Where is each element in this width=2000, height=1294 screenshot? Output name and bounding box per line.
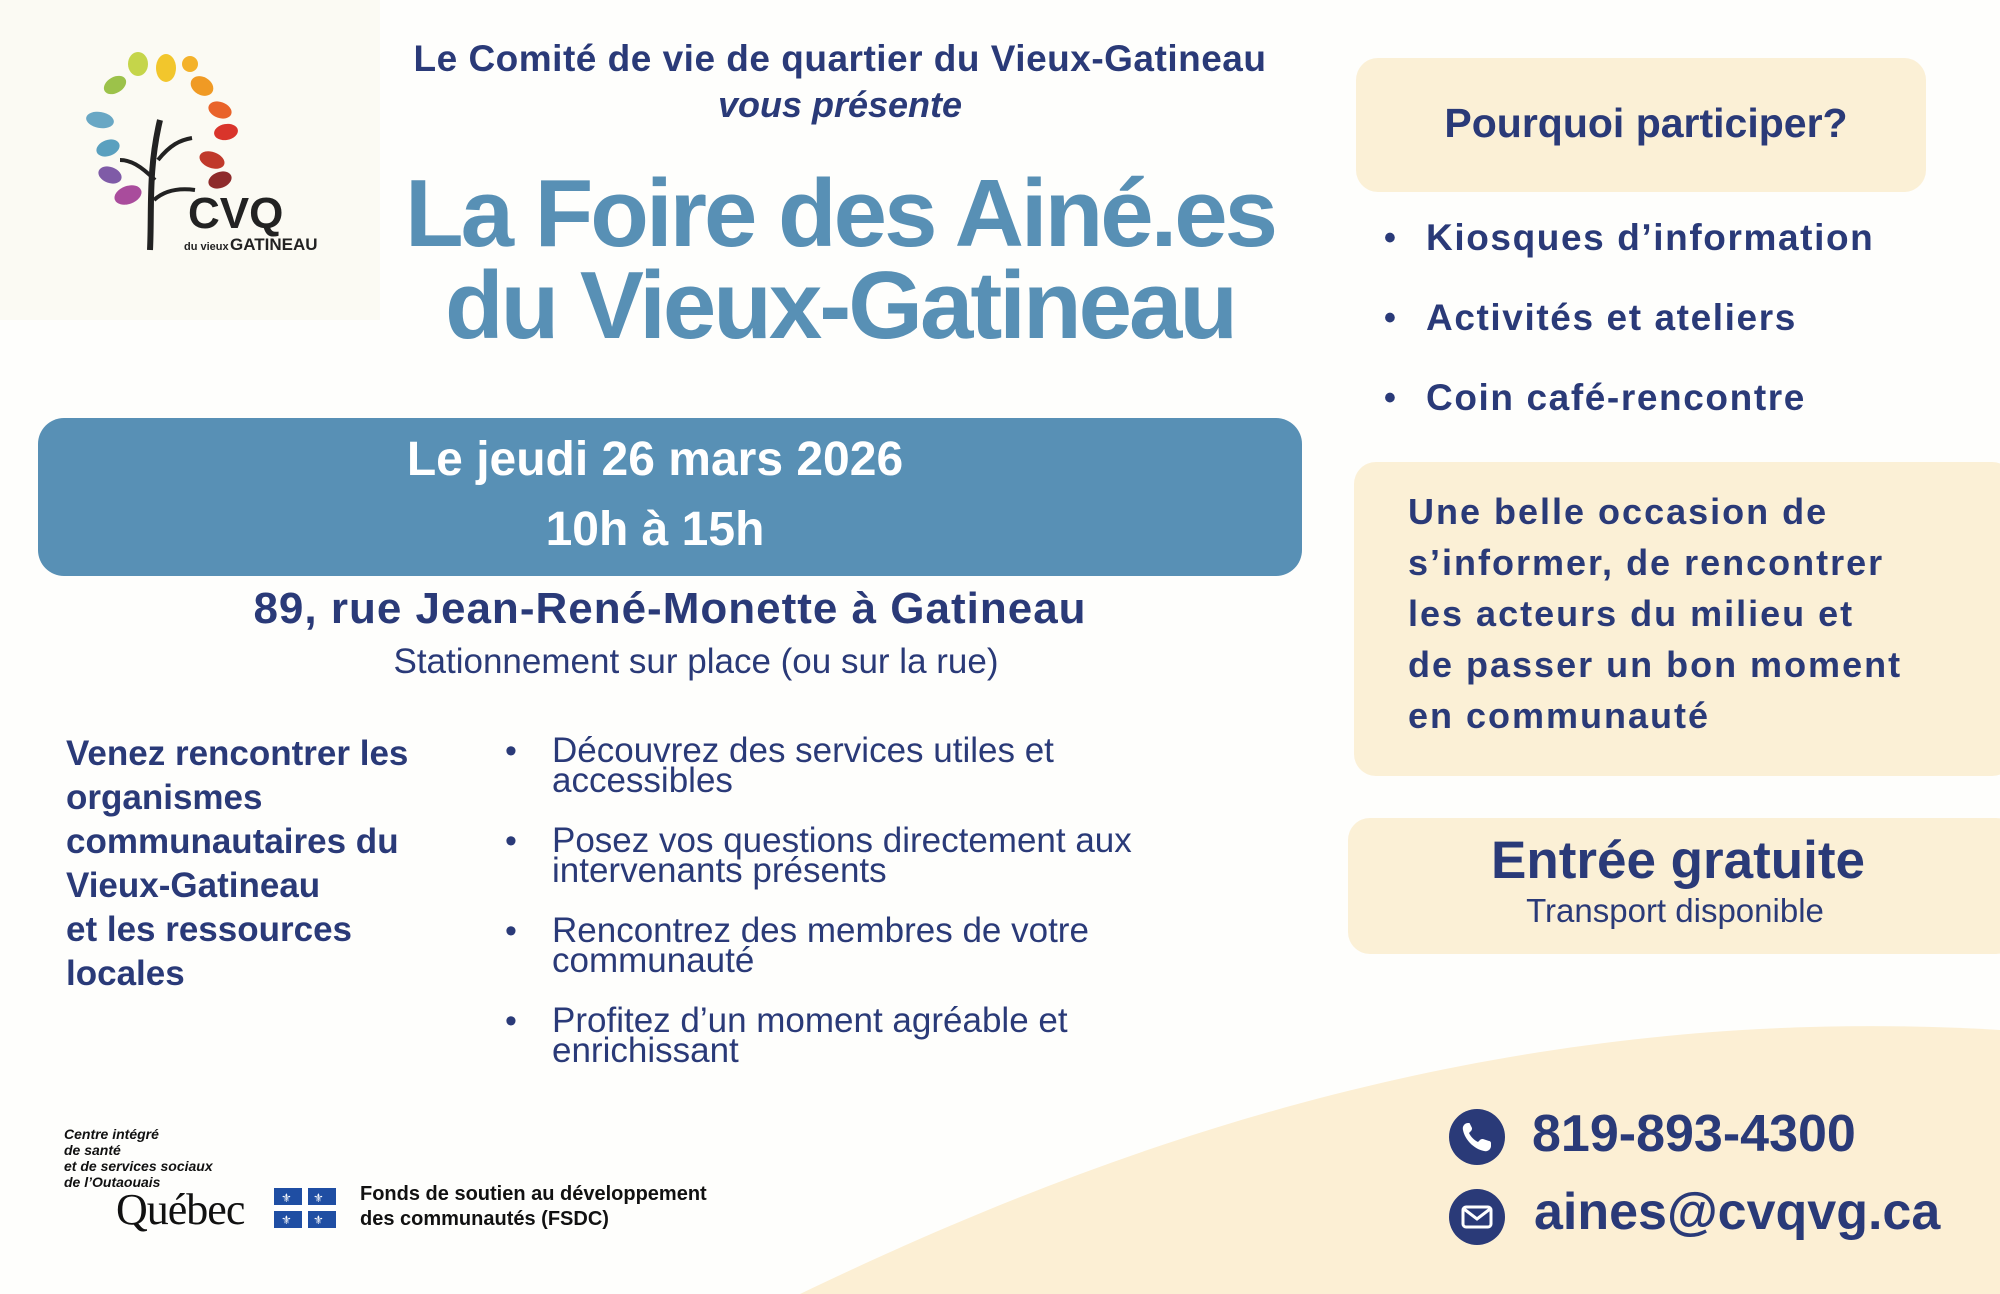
occasion-line: Une belle occasion de bbox=[1408, 491, 1829, 532]
svg-text:⚜: ⚜ bbox=[281, 1191, 292, 1205]
presenter-text: Le Comité de vie de quartier du Vieux-Gatineau bbox=[413, 38, 1267, 79]
cvq-logo bbox=[80, 50, 360, 260]
why-item: • Kiosques d’information bbox=[1384, 216, 1984, 260]
cisss-text bbox=[64, 1126, 284, 1190]
fsdc-line: des communautés (FSDC) bbox=[360, 1208, 609, 1230]
occasion-text bbox=[1408, 486, 1968, 741]
benefit-line: intervenants présents bbox=[552, 851, 887, 890]
phone-number[interactable]: 819-893-4300 bbox=[1532, 1105, 1856, 1163]
intro-line: organismes bbox=[66, 778, 263, 817]
logo-text-big: GATINEAU bbox=[230, 235, 318, 254]
svg-text:⚜: ⚜ bbox=[313, 1213, 324, 1227]
why-item: • Activités et ateliers bbox=[1384, 296, 1984, 340]
occasion-line: s’informer, de rencontrer bbox=[1408, 542, 1885, 583]
mail-icon bbox=[1448, 1188, 1506, 1246]
quebec-flag-icon bbox=[274, 1188, 336, 1228]
email-address[interactable]: aines@cvqvg.ca bbox=[1534, 1183, 1941, 1241]
benefit-item bbox=[505, 821, 1265, 890]
event-title bbox=[360, 160, 1320, 359]
svg-text:⚜: ⚜ bbox=[281, 1213, 292, 1227]
event-address: 89, rue Jean-René-Monette à Gatineau bbox=[253, 584, 1087, 633]
logo-text-small: du vieux bbox=[184, 241, 229, 253]
entry-subtitle: Transport disponible bbox=[1526, 892, 1824, 929]
occasion-line: les acteurs du milieu et bbox=[1408, 593, 1855, 634]
intro-line: Venez rencontrer les bbox=[66, 734, 409, 773]
parking-info: Stationnement sur place (ou sur la rue) bbox=[393, 642, 999, 681]
quebec-wordmark: Québec bbox=[116, 1185, 245, 1234]
benefit-line: accessibles bbox=[552, 761, 733, 800]
fsdc-text bbox=[360, 1182, 780, 1232]
intro-text bbox=[66, 732, 486, 996]
fsdc-line: Fonds de soutien au développement bbox=[360, 1183, 707, 1205]
cisss-line: de santé bbox=[64, 1142, 121, 1158]
phone-icon bbox=[1448, 1108, 1506, 1166]
intro-line: Vieux-Gatineau bbox=[66, 866, 321, 905]
why-list bbox=[1384, 216, 1984, 456]
benefit-item bbox=[505, 1001, 1265, 1070]
benefit-line: • Rencontrez des membres de votre bbox=[552, 911, 1089, 950]
event-title-line2: du Vieux-Gatineau bbox=[444, 252, 1236, 359]
benefit-line: enrichissant bbox=[552, 1031, 739, 1070]
benefit-line: communauté bbox=[552, 941, 755, 980]
cisss-line: de l’Outaouais bbox=[64, 1174, 161, 1190]
benefit-line: • Posez vos questions directement aux bbox=[552, 821, 1132, 860]
occasion-line: en communauté bbox=[1408, 695, 1711, 736]
logo-text-main: CVQ bbox=[188, 189, 284, 238]
why-title: Pourquoi participer? bbox=[1444, 100, 1848, 146]
event-date: Le jeudi 26 mars 2026 bbox=[406, 433, 904, 486]
event-time: 10h à 15h bbox=[545, 503, 765, 556]
why-item: • Coin café-rencontre bbox=[1384, 376, 1984, 420]
tree-icon bbox=[80, 50, 360, 260]
benefit-item bbox=[505, 731, 1265, 800]
event-title-line1: La Foire des Ainé.es bbox=[404, 160, 1276, 267]
intro-line: communautaires du bbox=[66, 822, 399, 861]
intro-line: locales bbox=[66, 954, 185, 993]
benefit-item bbox=[505, 911, 1265, 980]
presents-text: vous présente bbox=[717, 84, 963, 125]
benefits-list bbox=[505, 731, 1265, 1096]
occasion-line: de passer un bon moment bbox=[1408, 644, 1903, 685]
svg-text:⚜: ⚜ bbox=[313, 1191, 324, 1205]
intro-line: et les ressources bbox=[66, 910, 353, 949]
cisss-line: Centre intégré bbox=[64, 1126, 159, 1142]
benefit-line: • Découvrez des services utiles et bbox=[552, 731, 1054, 770]
entry-title: Entrée gratuite bbox=[1490, 831, 1866, 890]
benefit-line: • Profitez d’un moment agréable et bbox=[552, 1001, 1068, 1040]
cisss-line: et de services sociaux bbox=[64, 1158, 213, 1174]
